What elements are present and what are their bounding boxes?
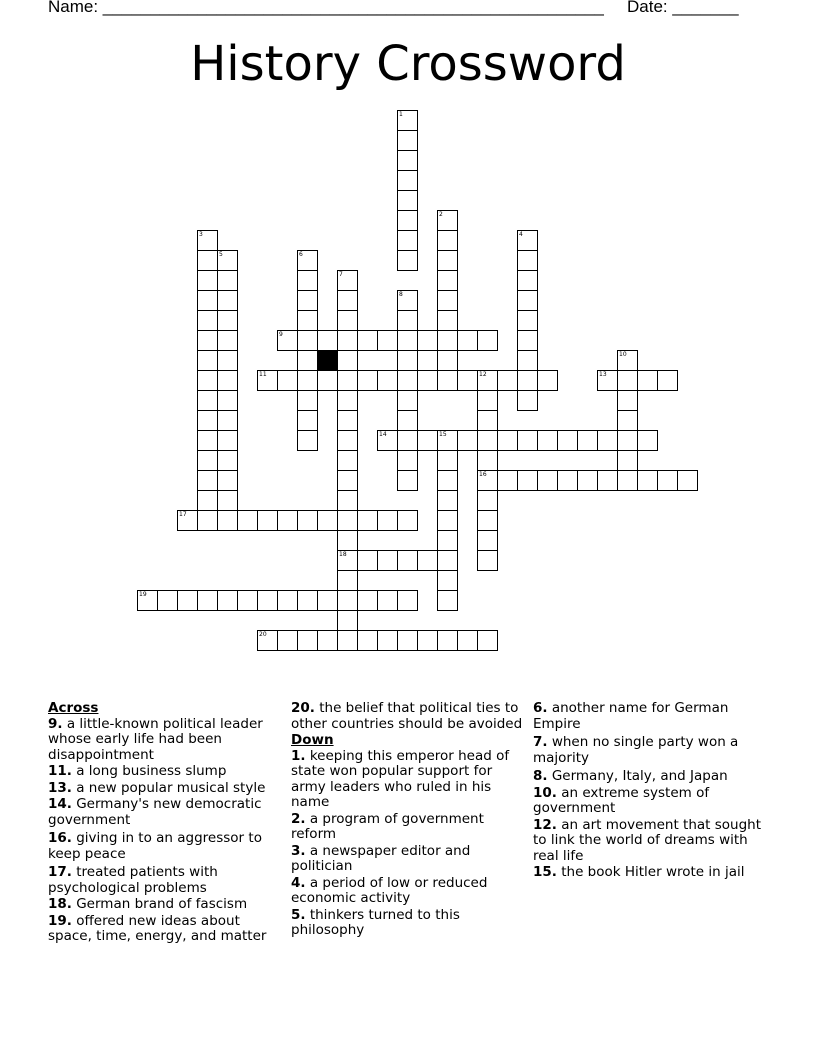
clue-text: treated patients with psychological problems: [48, 864, 218, 896]
clue-text: offered new ideas about space, time, energy, and matter: [48, 912, 267, 944]
crossword-cell[interactable]: [617, 370, 638, 391]
crossword-cell[interactable]: [317, 370, 338, 391]
clue-number: 19: [139, 591, 147, 598]
crossword-cell[interactable]: [337, 510, 358, 531]
crossword-cell[interactable]: [517, 390, 538, 411]
clue-text: the belief that political ties to other countries should be avoided: [291, 700, 523, 732]
crossword-cell[interactable]: [197, 330, 218, 351]
crossword-cell[interactable]: [317, 330, 338, 351]
crossword-cell[interactable]: [397, 190, 418, 211]
crossword-cell[interactable]: [297, 310, 318, 331]
clue-number: 1: [399, 111, 403, 118]
crossword-cell[interactable]: [277, 330, 298, 351]
crossword-cell[interactable]: [477, 550, 498, 571]
crossword-cell[interactable]: [297, 330, 318, 351]
crossword-cell[interactable]: [337, 290, 358, 311]
crossword-cell[interactable]: [637, 370, 658, 391]
clue-number: 6: [299, 251, 303, 258]
crossword-cell[interactable]: [457, 370, 478, 391]
crossword-cell[interactable]: [397, 390, 418, 411]
crossword-cell[interactable]: [457, 330, 478, 351]
crossword-cell[interactable]: [477, 390, 498, 411]
crossword-cell[interactable]: [217, 290, 238, 311]
clue-number: 3.: [291, 842, 306, 859]
clue-text: a long business slump: [76, 763, 227, 779]
across-clue: [48, 914, 280, 945]
crossword-cell[interactable]: [197, 350, 218, 371]
clue-number: 14.: [48, 796, 72, 812]
clue-number: 17.: [48, 864, 72, 880]
crossword-cell[interactable]: [297, 510, 318, 531]
crossword-cell[interactable]: [337, 630, 358, 651]
clues-column-1: [48, 701, 280, 946]
crossword-cell[interactable]: [357, 510, 378, 531]
crossword-cell[interactable]: [577, 470, 598, 491]
clue-number: 19.: [48, 912, 72, 929]
clue-text: a period of low or reduced economic activity: [291, 874, 488, 906]
crossword-cell[interactable]: [297, 270, 318, 291]
crossword-cell[interactable]: [217, 410, 238, 431]
down-clue: [533, 786, 765, 817]
crossword-cell[interactable]: [437, 510, 458, 531]
crossword-cell[interactable]: [437, 570, 458, 591]
down-clue: [533, 735, 765, 766]
crossword-cell[interactable]: [517, 310, 538, 331]
clue-number: 6.: [533, 700, 548, 716]
clue-text: when no single party won a majority: [533, 734, 739, 766]
crossword-cell[interactable]: [217, 430, 238, 451]
crossword-cell[interactable]: [197, 270, 218, 291]
clue-number: 8: [399, 291, 403, 298]
crossword-cell[interactable]: [277, 630, 298, 651]
crossword-cell[interactable]: [597, 370, 618, 391]
crossword-cell[interactable]: [477, 330, 498, 351]
crossword-cell[interactable]: [437, 530, 458, 551]
crossword-cell[interactable]: [377, 510, 398, 531]
clue-number: 3: [199, 231, 203, 238]
crossword-cell[interactable]: [457, 630, 478, 651]
crossword-cell[interactable]: [517, 270, 538, 291]
clue-number: 7: [339, 271, 343, 278]
crossword-cell[interactable]: [637, 430, 658, 451]
crossword-cell[interactable]: [437, 590, 458, 611]
clue-text: an extreme system of government: [533, 784, 710, 816]
crossword-cell[interactable]: [477, 470, 498, 491]
across-clue: [48, 764, 280, 780]
crossword-cell[interactable]: [137, 590, 158, 611]
clue-text: an art movement that sought to link the world of dreams with real life: [533, 816, 762, 864]
clue-number: 8.: [533, 768, 548, 784]
date-field[interactable]: Date: _______: [627, 0, 739, 16]
crossword-cell[interactable]: [217, 450, 238, 471]
crossword-cell[interactable]: [357, 590, 378, 611]
crossword-cell[interactable]: [197, 370, 218, 391]
crossword-cell[interactable]: [197, 470, 218, 491]
crossword-cell[interactable]: [257, 590, 278, 611]
clues-column-3: [533, 701, 765, 882]
crossword-cell[interactable]: [477, 630, 498, 651]
crossword-cell[interactable]: [337, 590, 358, 611]
crossword-cell[interactable]: [537, 430, 558, 451]
crossword-cell[interactable]: [497, 470, 518, 491]
crossword-cell[interactable]: [197, 450, 218, 471]
crossword-cell[interactable]: [517, 350, 538, 371]
clue-number: 18: [339, 551, 347, 558]
crossword-cell[interactable]: [297, 630, 318, 651]
crossword-cell[interactable]: [397, 130, 418, 151]
crossword-cell[interactable]: [177, 590, 198, 611]
crossword-cell[interactable]: [417, 630, 438, 651]
down-clue: [291, 812, 523, 843]
crossword-cell[interactable]: [357, 630, 378, 651]
crossword-cell[interactable]: [297, 390, 318, 411]
clue-number: 16: [479, 471, 487, 478]
clue-text: a new popular musical style: [76, 779, 266, 796]
crossword-cell[interactable]: [437, 430, 458, 451]
clue-text: a newspaper editor and politician: [291, 842, 471, 874]
crossword-cell[interactable]: [317, 510, 338, 531]
clue-number: 13.: [48, 779, 72, 796]
crossword-cell[interactable]: [337, 550, 358, 571]
crossword-cell[interactable]: [217, 490, 238, 511]
clue-text: a little-known political leader whose early life had been disappointment: [48, 715, 263, 763]
clue-text: thinkers turned to this philosophy: [291, 906, 460, 938]
crossword-cell[interactable]: [657, 470, 678, 491]
crossword-cell[interactable]: [337, 570, 358, 591]
crossword-cell[interactable]: [437, 470, 458, 491]
crossword-cell[interactable]: [357, 370, 378, 391]
clue-text: German brand of fascism: [76, 896, 248, 912]
down-clue: [533, 865, 765, 881]
crossword-cell[interactable]: [517, 430, 538, 451]
crossword-cell[interactable]: [217, 590, 238, 611]
crossword-cell[interactable]: [397, 590, 418, 611]
crossword-cell[interactable]: [157, 590, 178, 611]
crossword-cell[interactable]: [477, 430, 498, 451]
crossword-cell[interactable]: [397, 470, 418, 491]
crossword-cell[interactable]: [597, 470, 618, 491]
clue-section-heading: Down: [291, 732, 334, 748]
clue-number: 10.: [533, 784, 557, 801]
clue-number: 5.: [291, 906, 306, 923]
crossword-cell[interactable]: [277, 370, 298, 391]
crossword-cell[interactable]: [197, 510, 218, 531]
crossword-cell[interactable]: [377, 590, 398, 611]
crossword-cell[interactable]: [297, 370, 318, 391]
clue-number: 20.: [291, 700, 315, 716]
crossword-cell[interactable]: [197, 490, 218, 511]
crossword-cell[interactable]: [217, 390, 238, 411]
crossword-cell[interactable]: [337, 410, 358, 431]
crossword-cell[interactable]: [217, 510, 238, 531]
crossword-cell[interactable]: [437, 350, 458, 371]
crossword-cell[interactable]: [437, 290, 458, 311]
crossword-cell[interactable]: [237, 590, 258, 611]
crossword-cell[interactable]: [357, 550, 378, 571]
crossword-cell[interactable]: [217, 350, 238, 371]
crossword-cell[interactable]: [437, 630, 458, 651]
clue-section-heading: Across: [48, 700, 99, 716]
crossword-cell[interactable]: [617, 430, 638, 451]
crossword-cell[interactable]: [397, 150, 418, 171]
crossword-cell[interactable]: [197, 310, 218, 331]
crossword-cell[interactable]: [397, 310, 418, 331]
crossword-cell[interactable]: [337, 470, 358, 491]
clue-number: 18.: [48, 896, 72, 912]
crossword-cell[interactable]: [477, 510, 498, 531]
crossword-cell[interactable]: [337, 390, 358, 411]
down-clue: [291, 876, 523, 907]
crossword-cell[interactable]: [517, 330, 538, 351]
clue-number: 2: [439, 211, 443, 218]
crossword-cell[interactable]: [337, 610, 358, 631]
crossword-cell[interactable]: [257, 510, 278, 531]
clues-column-2: [291, 701, 523, 940]
crossword-cell[interactable]: [437, 450, 458, 471]
crossword-cell[interactable]: [497, 430, 518, 451]
crossword-cell[interactable]: [217, 250, 238, 271]
crossword-cell[interactable]: [337, 270, 358, 291]
crossword-cell[interactable]: [477, 490, 498, 511]
crossword-cell[interactable]: [297, 430, 318, 451]
crossword-cell[interactable]: [377, 630, 398, 651]
crossword-cell[interactable]: [217, 370, 238, 391]
crossword-cell[interactable]: [397, 290, 418, 311]
crossword-cell[interactable]: [517, 470, 538, 491]
across-clue: [48, 865, 280, 896]
clue-number: 4: [519, 231, 523, 238]
clue-number: 2.: [291, 810, 306, 827]
crossword-cell[interactable]: [297, 410, 318, 431]
crossword-cell[interactable]: [617, 470, 638, 491]
crossword-cell[interactable]: [197, 290, 218, 311]
crossword-cell[interactable]: [357, 330, 378, 351]
down-clue: [291, 749, 523, 811]
down-clue: [291, 844, 523, 875]
crossword-cell[interactable]: [397, 330, 418, 351]
clue-number: 9.: [48, 715, 63, 732]
clue-number: 11: [259, 371, 267, 378]
crossword-cell[interactable]: [437, 270, 458, 291]
crossword-cell[interactable]: [437, 330, 458, 351]
crossword-cell[interactable]: [377, 430, 398, 451]
crossword-cell[interactable]: [517, 290, 538, 311]
crossword-cell[interactable]: [417, 330, 438, 351]
crossword-cell[interactable]: [437, 550, 458, 571]
clue-number: 12.: [533, 816, 557, 833]
clue-number: 9: [279, 331, 283, 338]
clue-number: 12: [479, 371, 487, 378]
crossword-cell[interactable]: [397, 170, 418, 191]
crossword-cell[interactable]: [217, 310, 238, 331]
crossword-cell[interactable]: [617, 350, 638, 371]
crossword-cell[interactable]: [197, 410, 218, 431]
crossword-cell[interactable]: [257, 370, 278, 391]
crossword-cell[interactable]: [437, 230, 458, 251]
clue-number: 15.: [533, 864, 557, 880]
crossword-cell[interactable]: [257, 630, 278, 651]
crossword-cell[interactable]: [677, 470, 698, 491]
clue-number: 11.: [48, 763, 72, 779]
crossword-cell[interactable]: [277, 510, 298, 531]
crossword-cell[interactable]: [477, 450, 498, 471]
crossword-cell[interactable]: [297, 250, 318, 271]
clue-number: 14: [379, 431, 387, 438]
crossword-cell[interactable]: [537, 370, 558, 391]
crossword-cell[interactable]: [397, 230, 418, 251]
crossword-cell[interactable]: [477, 530, 498, 551]
crossword-cell[interactable]: [297, 350, 318, 371]
crossword-cell[interactable]: [277, 590, 298, 611]
down-clue: [533, 769, 765, 785]
crossword-cell[interactable]: [557, 430, 578, 451]
crossword-cell[interactable]: [517, 230, 538, 251]
clue-number: 1.: [291, 747, 306, 764]
crossword-cell[interactable]: [377, 370, 398, 391]
crossword-cell[interactable]: [517, 370, 538, 391]
crossword-cell[interactable]: [337, 530, 358, 551]
crossword-cell[interactable]: [417, 430, 438, 451]
crossword-cell[interactable]: [297, 290, 318, 311]
crossword-cell[interactable]: [577, 430, 598, 451]
crossword-cell[interactable]: [337, 330, 358, 351]
crossword-cell[interactable]: [177, 510, 198, 531]
crossword-cell[interactable]: [617, 450, 638, 471]
crossword-cell[interactable]: [217, 470, 238, 491]
crossword-cell[interactable]: [217, 330, 238, 351]
crossword-cell[interactable]: [397, 430, 418, 451]
crossword-cell[interactable]: [197, 230, 218, 251]
clue-number: 7.: [533, 734, 548, 750]
crossword-cell[interactable]: [477, 410, 498, 431]
crossword-cell[interactable]: [337, 370, 358, 391]
clue-number: 16.: [48, 830, 72, 846]
crossword-cell[interactable]: [417, 550, 438, 571]
across-clue: [48, 781, 280, 797]
crossword-cell[interactable]: [197, 590, 218, 611]
crossword-cell[interactable]: [537, 470, 558, 491]
crossword-cell[interactable]: [337, 310, 358, 331]
crossword-cell[interactable]: [437, 310, 458, 331]
crossword-cell[interactable]: [617, 390, 638, 411]
crossword-cell[interactable]: [297, 590, 318, 611]
crossword-cell[interactable]: [337, 490, 358, 511]
crossword-cell[interactable]: [497, 370, 518, 391]
clue-number: 10: [619, 351, 627, 358]
crossword-cell[interactable]: [397, 370, 418, 391]
crossword-cell[interactable]: [397, 510, 418, 531]
clue-text: Germany's new democratic government: [48, 796, 262, 828]
crossword-cell[interactable]: [397, 550, 418, 571]
crossword-cell[interactable]: [477, 370, 498, 391]
down-clue: [291, 908, 523, 939]
crossword-cell[interactable]: [517, 250, 538, 271]
clue-number: 5: [219, 251, 223, 258]
name-field[interactable]: Name: _____________________________________________________: [48, 0, 604, 16]
crossword-cell[interactable]: [397, 210, 418, 231]
down-clue: [533, 701, 765, 732]
across-clue: [48, 831, 280, 862]
crossword-cell[interactable]: [377, 330, 398, 351]
crossword-cell[interactable]: [377, 550, 398, 571]
crossword-cell[interactable]: [397, 630, 418, 651]
crossword-cell[interactable]: [337, 450, 358, 471]
crossword-cell[interactable]: [437, 490, 458, 511]
crossword-cell[interactable]: [237, 510, 258, 531]
clue-number: 20: [259, 631, 267, 638]
crossword-cell[interactable]: [397, 110, 418, 131]
crossword-cell[interactable]: [397, 350, 418, 371]
clue-number: 13: [599, 371, 607, 378]
crossword-cell[interactable]: [557, 470, 578, 491]
across-clue: [48, 717, 280, 764]
crossword-cell[interactable]: [397, 250, 418, 271]
down-clue: [533, 818, 765, 865]
clue-text: Germany, Italy, and Japan: [551, 768, 728, 784]
crossword-cell[interactable]: [317, 630, 338, 651]
crossword-cell[interactable]: [617, 410, 638, 431]
crossword-cell[interactable]: [317, 590, 338, 611]
crossword-cell[interactable]: [417, 370, 438, 391]
clue-number: 17: [179, 511, 187, 518]
clue-text: the book Hitler wrote in jail: [561, 864, 745, 880]
clue-text: giving in to an aggressor to keep peace: [48, 830, 262, 862]
crossword-cell[interactable]: [337, 430, 358, 451]
clue-number: 4.: [291, 874, 306, 891]
crossword-cell[interactable]: [637, 470, 658, 491]
across-clue: [291, 701, 523, 732]
crossword-cell[interactable]: [197, 250, 218, 271]
clue-text: a program of government reform: [291, 810, 484, 842]
crossword-cell[interactable]: [437, 210, 458, 231]
black-cell: [317, 350, 338, 371]
crossword-cell[interactable]: [337, 350, 358, 371]
across-clue: [48, 897, 280, 913]
across-clue: [48, 797, 280, 828]
page-title: History Crossword: [190, 36, 626, 92]
clue-text: another name for German Empire: [533, 700, 729, 732]
crossword-cell[interactable]: [597, 430, 618, 451]
crossword-cell[interactable]: [397, 450, 418, 471]
crossword-cell[interactable]: [457, 430, 478, 451]
crossword-cell[interactable]: [657, 370, 678, 391]
crossword-cell[interactable]: [217, 270, 238, 291]
crossword-cell[interactable]: [197, 430, 218, 451]
crossword-cell[interactable]: [397, 410, 418, 431]
crossword-cell[interactable]: [437, 370, 458, 391]
crossword-cell[interactable]: [197, 390, 218, 411]
crossword-cell[interactable]: [437, 250, 458, 271]
clue-text: keeping this emperor head of state won popular support for army leaders who ruled in his name: [291, 747, 510, 810]
clue-number: 15: [439, 431, 447, 438]
